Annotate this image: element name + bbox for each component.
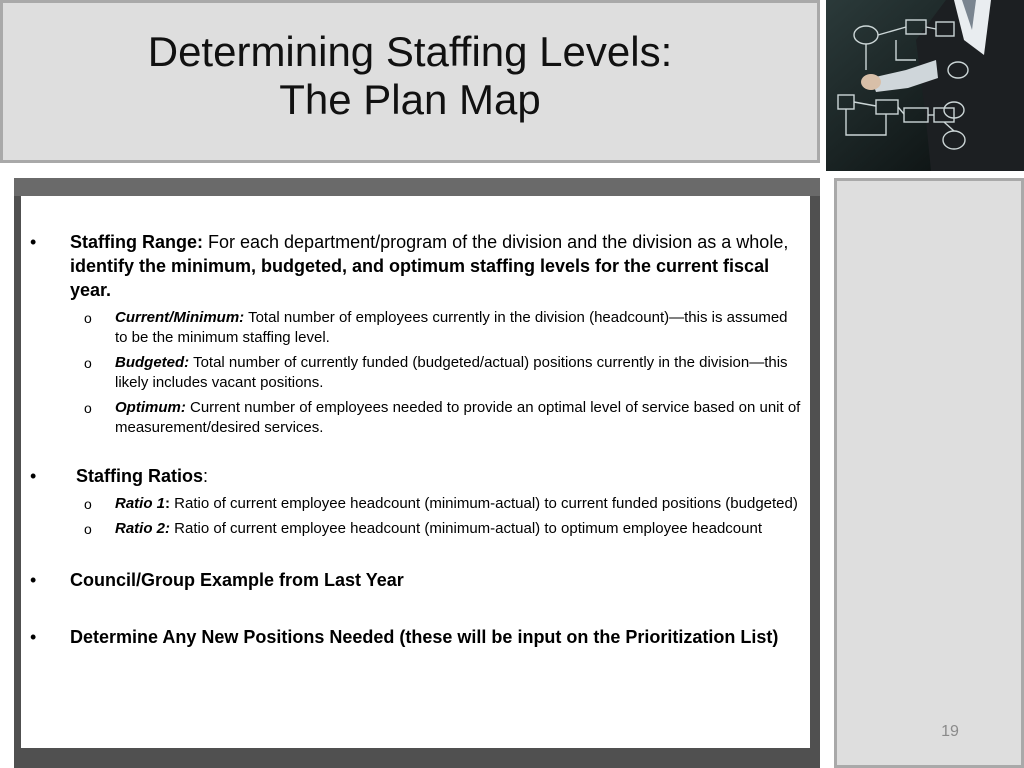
ratio-1-text: Ratio of current employee headcount (minimum-actual) to current funded positions (budgeted) <box>170 495 798 512</box>
current-minimum-lead: Current/Minimum: <box>115 309 245 326</box>
bullet-dot: • <box>30 232 37 252</box>
ratio-1-colon: : <box>165 495 171 512</box>
sub-bullet-optimum <box>30 398 802 438</box>
side-panel <box>834 178 1024 768</box>
optimum-lead: Optimum: <box>115 399 186 416</box>
staffing-range-lead: Staffing Range: <box>70 232 203 252</box>
content-frame-topbar <box>14 178 820 196</box>
bullet-dot: • <box>30 466 37 486</box>
ratio-1-lead: Ratio 1 <box>115 495 166 512</box>
staffing-range-text: For each department/program of the division and the division as a whole, <box>203 232 789 252</box>
optimum-text: Current number of employees needed to provide an optimal level of service based on unit of measurement/desired services. <box>115 399 801 436</box>
sub-bullet-ratio-1 <box>30 494 802 514</box>
bullet-council-example <box>30 568 802 592</box>
sub-bullet-current-minimum <box>30 308 802 348</box>
flowchart-businessman-image <box>826 0 1024 171</box>
current-minimum-text: Total number of employees currently in the division (headcount)—this is assumed to be the minimum staffing level. <box>115 309 788 346</box>
sub-bullet-ratio-2 <box>30 519 802 539</box>
ratio-2-lead: Ratio 2: <box>115 520 171 537</box>
staffing-ratios-colon: : <box>203 466 209 486</box>
budgeted-text: Total number of currently funded (budgeted/actual) positions currently in the division—this likely includes vacant positions. <box>115 354 788 391</box>
staffing-ratios-lead: Staffing Ratios <box>76 466 204 486</box>
bullet-staffing-ratios <box>30 464 802 488</box>
sub-bullet-dot: o <box>84 310 92 326</box>
page-number: 19 <box>941 723 959 740</box>
title-line-1: Determining Staffing Levels: <box>147 28 673 75</box>
flowchart-illustration <box>826 0 1024 171</box>
staffing-range-bold-text: identify the minimum, budgeted, and optimum staffing levels for the current fiscal year. <box>70 256 770 300</box>
council-example-text: Council/Group Example from Last Year <box>70 570 404 590</box>
bullet-new-positions <box>30 625 802 649</box>
bullet-dot: • <box>30 570 37 590</box>
sub-bullet-budgeted <box>30 353 802 393</box>
new-positions-text: Determine Any New Positions Needed (these will be input on the Prioritization List) <box>70 627 779 647</box>
sub-bullet-dot: o <box>84 355 92 371</box>
slide-title <box>0 28 820 124</box>
bullet-list <box>30 230 802 649</box>
title-line-2: The Plan Map <box>279 76 541 123</box>
sub-bullet-dot: o <box>84 521 92 537</box>
bullet-staffing-range <box>30 230 802 302</box>
budgeted-lead: Budgeted: <box>115 354 190 371</box>
ratio-2-text: Ratio of current employee headcount (minimum-actual) to optimum employee headcount <box>170 520 762 537</box>
bullet-dot: • <box>30 627 37 647</box>
sub-bullet-dot: o <box>84 496 92 512</box>
sub-bullet-dot: o <box>84 400 92 416</box>
